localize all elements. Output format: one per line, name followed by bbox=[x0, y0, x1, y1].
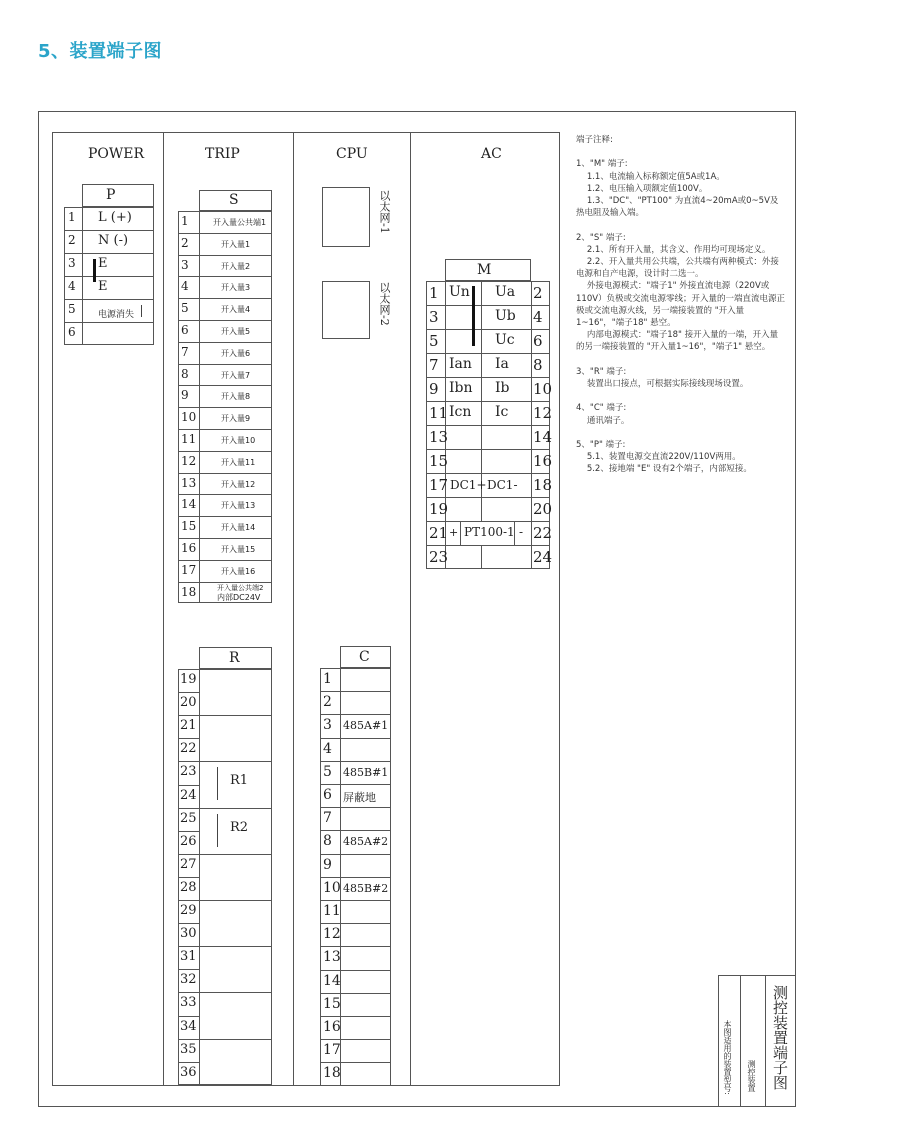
row-line bbox=[320, 807, 391, 808]
row-line bbox=[178, 1016, 199, 1017]
terminal-number: 4 bbox=[68, 279, 76, 293]
terminal-number: 5 bbox=[429, 332, 439, 350]
terminal-number: 3 bbox=[68, 256, 76, 270]
row-line bbox=[64, 322, 154, 323]
terminal-number: 16 bbox=[181, 541, 197, 555]
row-line bbox=[320, 714, 391, 715]
note-line bbox=[576, 390, 786, 402]
row-line bbox=[320, 877, 391, 878]
terminal-number: 13 bbox=[429, 428, 449, 446]
relay-label: R1 bbox=[230, 773, 249, 789]
terminal-number: 1 bbox=[181, 214, 189, 228]
terminal-number: 17 bbox=[323, 1042, 341, 1059]
row-line bbox=[426, 545, 550, 546]
terminal-label: Ian bbox=[449, 356, 472, 372]
row-line bbox=[426, 329, 550, 330]
terminal-label: 485A#1 bbox=[343, 719, 389, 733]
terminal-number: 15 bbox=[323, 995, 341, 1012]
terminal-number: 17 bbox=[181, 562, 197, 577]
row-line bbox=[178, 785, 199, 786]
note-line: 5.2、接地端 "E" 设有2个端子，内部短接。 bbox=[576, 464, 752, 475]
terminal-number: 8 bbox=[533, 356, 543, 374]
terminal-label: 开入量8 bbox=[221, 392, 251, 402]
terminal-number: 10 bbox=[533, 380, 553, 398]
note-line: 2.1、所有开入量，其含义、作用均可现场定义。 bbox=[576, 244, 771, 255]
terminal-label: DC1+ bbox=[450, 478, 487, 492]
note-line: 1.3、"DC"、"PT100" 为直流4~20mA或0~5V及热电阻及输入端。 bbox=[576, 196, 779, 219]
terminal-label: Un bbox=[449, 284, 470, 300]
terminal-number: 3 bbox=[429, 308, 439, 326]
row-line bbox=[178, 364, 272, 365]
row-line bbox=[320, 830, 391, 831]
row-line bbox=[178, 538, 272, 539]
row-line bbox=[178, 692, 199, 693]
terminal-number: 22 bbox=[533, 524, 553, 542]
row-line bbox=[320, 761, 391, 762]
row-line bbox=[320, 900, 391, 901]
row-line bbox=[426, 473, 550, 474]
terminal-label: 开入量12 bbox=[221, 479, 256, 489]
row-line bbox=[178, 233, 272, 234]
terminal-label: 开入量15 bbox=[221, 545, 256, 554]
row-line bbox=[178, 276, 272, 277]
terminal-number: 15 bbox=[429, 452, 449, 470]
row-line bbox=[320, 946, 391, 947]
terminal-number: 14 bbox=[323, 972, 341, 989]
terminal-label: 屏蔽地 bbox=[343, 791, 376, 804]
terminal-number: 1 bbox=[68, 210, 76, 224]
m-mid-divider bbox=[481, 425, 482, 449]
row-line bbox=[178, 831, 199, 832]
terminal-number: 20 bbox=[180, 695, 197, 711]
row-line bbox=[426, 521, 550, 522]
terminal-label: 485A#2 bbox=[343, 835, 389, 849]
terminal-number: 14 bbox=[181, 497, 197, 512]
terminal-label: 开入量6 bbox=[221, 348, 251, 358]
terminal-number: 5 bbox=[323, 763, 332, 780]
row-line bbox=[320, 1016, 391, 1017]
row-line bbox=[178, 342, 272, 343]
terminal-notes bbox=[576, 134, 786, 476]
title-block-model-label: 本图适用的装置型号: bbox=[723, 1020, 732, 1095]
terminal-label: E bbox=[98, 256, 108, 271]
row-line bbox=[320, 691, 391, 692]
row-line bbox=[426, 425, 550, 426]
terminal-label: 开入量公共端2 bbox=[217, 583, 264, 592]
row-line bbox=[178, 715, 272, 716]
row-line bbox=[178, 992, 272, 993]
row-line bbox=[64, 276, 154, 277]
relay-contact bbox=[217, 767, 218, 800]
terminal-number: 25 bbox=[180, 810, 197, 826]
terminal-number: 3 bbox=[181, 257, 189, 272]
terminal-number: 3 bbox=[323, 717, 332, 734]
m-mid-divider bbox=[481, 545, 482, 569]
terminal-label: 开入量3 bbox=[221, 283, 251, 293]
m-mid-divider bbox=[481, 497, 482, 521]
power-loss-contact bbox=[141, 305, 142, 317]
terminal-number: 6 bbox=[323, 787, 332, 803]
terminal-number: 13 bbox=[181, 475, 197, 490]
m-mid-divider bbox=[481, 281, 482, 305]
terminal-number: 19 bbox=[429, 500, 449, 518]
row-line bbox=[178, 494, 272, 495]
terminal-label: Uc bbox=[495, 332, 515, 348]
terminal-number: 12 bbox=[181, 453, 197, 468]
m-mid-divider bbox=[481, 329, 482, 353]
note-line bbox=[576, 427, 786, 439]
terminal-number: 9 bbox=[323, 856, 332, 873]
terminal-label: Ub bbox=[495, 308, 516, 324]
terminal-number: 23 bbox=[429, 548, 449, 566]
row-line bbox=[426, 401, 550, 402]
terminal-number: 18 bbox=[323, 1065, 341, 1082]
un-neutral-link bbox=[472, 286, 475, 346]
terminal-number: 6 bbox=[533, 332, 543, 350]
terminal-label: Ua bbox=[495, 284, 516, 300]
terminal-number: 2 bbox=[533, 284, 543, 302]
row-line bbox=[178, 298, 272, 299]
title-block-divider bbox=[765, 975, 766, 1107]
pt100-divider bbox=[460, 521, 461, 545]
page-heading: 5、装置端子图 bbox=[38, 41, 163, 62]
note-line: 4、"C" 端子: bbox=[576, 403, 627, 414]
row-line bbox=[178, 516, 272, 517]
terminal-number: 5 bbox=[68, 302, 76, 316]
row-line bbox=[178, 923, 199, 924]
terminal-number: 7 bbox=[429, 356, 439, 374]
r-header: R bbox=[229, 650, 240, 666]
relay-contact bbox=[217, 814, 218, 847]
terminal-number: 9 bbox=[181, 388, 189, 403]
row-line bbox=[64, 299, 154, 300]
column-divider bbox=[163, 132, 164, 1086]
e-short-link bbox=[93, 259, 96, 282]
terminal-number: 10 bbox=[181, 410, 197, 425]
terminal-number: 11 bbox=[181, 432, 197, 446]
p-header: P bbox=[106, 187, 116, 203]
power-title: POWER bbox=[88, 146, 145, 162]
terminal-number: 35 bbox=[180, 1041, 197, 1057]
row-line bbox=[320, 993, 391, 994]
note-line: 1、"M" 端子: bbox=[576, 159, 628, 170]
terminal-label: 开入量5 bbox=[221, 327, 251, 336]
terminal-number: 18 bbox=[181, 584, 197, 599]
terminal-number: 29 bbox=[180, 903, 197, 918]
row-line bbox=[178, 429, 272, 430]
row-line bbox=[178, 255, 272, 256]
terminal-number: 8 bbox=[181, 366, 189, 381]
terminal-number: 14 bbox=[533, 428, 553, 446]
terminal-number: 7 bbox=[323, 810, 332, 827]
row-line bbox=[426, 353, 550, 354]
m-mid-divider bbox=[481, 305, 482, 329]
row-line bbox=[178, 385, 272, 386]
trip-title: TRIP bbox=[205, 146, 240, 162]
terminal-label: PT100-1 bbox=[464, 525, 515, 539]
note-line: 端子注释: bbox=[576, 135, 613, 145]
row-line bbox=[178, 1039, 272, 1040]
terminal-number: 11 bbox=[429, 404, 449, 422]
terminal-number: 31 bbox=[180, 949, 197, 965]
terminal-number: 7 bbox=[181, 344, 189, 359]
terminal-label: 485B#2 bbox=[343, 881, 389, 895]
terminal-number: 8 bbox=[323, 833, 332, 850]
row-line bbox=[178, 560, 272, 561]
row-line bbox=[426, 377, 550, 378]
terminal-number: 17 bbox=[429, 476, 449, 494]
terminal-label: DC1- bbox=[487, 478, 518, 492]
row-line bbox=[64, 253, 154, 254]
row-line bbox=[320, 1039, 391, 1040]
row-line bbox=[178, 761, 272, 762]
row-line bbox=[178, 808, 272, 809]
title-block-device: 测控装置 bbox=[747, 1060, 756, 1092]
note-line: 1.2、电压输入项额定值100V。 bbox=[576, 183, 708, 194]
m-mid-divider bbox=[481, 401, 482, 425]
row-line bbox=[426, 449, 550, 450]
row-line bbox=[178, 407, 272, 408]
note-line: 内部电源模式："端子18" 接开入量的一端，开入量的另一端接装置的 "开入量1~16"，"端子1" 悬空。 bbox=[576, 330, 779, 353]
terminal-label: Ib bbox=[495, 380, 510, 396]
terminal-number: 9 bbox=[429, 380, 439, 398]
note-line: 外接电源模式："端子1" 外接直流电源（220V或110V）负极或交流电源零线；开入量的一端直流电源正极或交流电源火线，另一端接装置的 "开入量1~16"，"端子18" 悬空。 bbox=[576, 281, 786, 329]
m-mid-divider bbox=[481, 377, 482, 401]
terminal-number: 32 bbox=[180, 972, 197, 988]
terminal-label: 内部DC24V bbox=[217, 592, 261, 602]
terminal-label: 开入量9 bbox=[221, 414, 251, 424]
terminal-label: 开入量2 bbox=[221, 261, 251, 271]
row-line bbox=[178, 320, 272, 321]
row-line bbox=[178, 738, 199, 739]
terminal-number: 2 bbox=[181, 235, 189, 250]
terminal-number: 12 bbox=[323, 926, 341, 943]
terminal-label: Icn bbox=[449, 404, 472, 420]
terminal-label: Ia bbox=[495, 356, 509, 372]
terminal-number: 18 bbox=[533, 476, 553, 494]
terminal-label: 开入量16 bbox=[221, 566, 256, 576]
terminal-number: 21 bbox=[429, 524, 449, 542]
ethernet-label-2: 以太网-2 bbox=[378, 282, 391, 326]
row-line bbox=[178, 473, 272, 474]
note-line: 3、"R" 端子: bbox=[576, 366, 627, 377]
note-line: 1.1、电流输入标称额定值5A或1A。 bbox=[576, 171, 725, 182]
row-line bbox=[320, 923, 391, 924]
terminal-number: 2 bbox=[323, 694, 332, 711]
terminal-number: 28 bbox=[180, 879, 197, 895]
terminal-label: 开入量14 bbox=[221, 523, 256, 533]
terminal-number: 16 bbox=[323, 1019, 341, 1035]
terminal-number: 19 bbox=[180, 672, 197, 687]
terminal-label: E bbox=[98, 279, 108, 294]
row-line bbox=[178, 854, 272, 855]
m-mid-divider bbox=[481, 449, 482, 473]
terminal-label: Ibn bbox=[449, 380, 473, 396]
row-line bbox=[178, 877, 199, 878]
terminal-number: 6 bbox=[181, 323, 189, 337]
terminal-number: 6 bbox=[68, 325, 76, 339]
terminal-number: 21 bbox=[180, 718, 197, 734]
terminal-number: 27 bbox=[180, 856, 197, 872]
note-line: 2.2、开入量共用公共端，公共端有两种模式：外接电源和自产电源，设计时二选一。 bbox=[576, 257, 779, 280]
note-line bbox=[576, 354, 786, 366]
terminal-number: 12 bbox=[533, 404, 553, 422]
terminal-label: 电源消失 bbox=[98, 310, 135, 320]
terminal-number: 22 bbox=[180, 741, 197, 757]
terminal-number: 20 bbox=[533, 500, 553, 518]
title-block-drawing-name: 测控装置端子图 bbox=[771, 985, 789, 1090]
terminal-label: 开入量13 bbox=[221, 501, 256, 511]
terminal-number: 36 bbox=[180, 1064, 197, 1080]
terminal-number: 30 bbox=[180, 926, 197, 942]
terminal-label: 开入量1 bbox=[221, 239, 251, 249]
c-header: C bbox=[359, 649, 370, 665]
terminal-number: 1 bbox=[429, 284, 439, 302]
note-line bbox=[576, 146, 786, 158]
terminal-number: 1 bbox=[323, 671, 332, 687]
terminal-number: 15 bbox=[181, 519, 197, 534]
terminal-label: + bbox=[449, 526, 459, 539]
terminal-number: 24 bbox=[180, 787, 197, 803]
row-line bbox=[64, 230, 154, 231]
terminal-label: 485B#1 bbox=[343, 765, 389, 779]
terminal-label: 开入量7 bbox=[221, 370, 251, 380]
ac-title: AC bbox=[481, 146, 502, 162]
row-line bbox=[320, 854, 391, 855]
terminal-label: L (+) bbox=[98, 210, 132, 225]
ethernet-label-1: 以太网-1 bbox=[378, 190, 391, 234]
cpu-title: CPU bbox=[336, 146, 368, 162]
m-header: M bbox=[477, 262, 492, 278]
column-divider bbox=[410, 132, 411, 1086]
terminal-label: 开入量4 bbox=[221, 305, 251, 315]
note-line bbox=[576, 219, 786, 231]
terminal-label: Ic bbox=[495, 404, 509, 420]
column-divider bbox=[293, 132, 294, 1086]
terminal-number: 5 bbox=[181, 301, 189, 316]
row-line bbox=[320, 738, 391, 739]
terminal-number: 24 bbox=[533, 548, 553, 566]
note-line: 2、"S" 端子: bbox=[576, 232, 626, 243]
terminal-number: 11 bbox=[323, 903, 341, 919]
terminal-number: 2 bbox=[68, 233, 76, 247]
terminal-label: 开入量11 bbox=[221, 457, 256, 467]
note-line: 通讯端子。 bbox=[576, 415, 630, 426]
terminal-number: 4 bbox=[323, 740, 332, 757]
terminal-label: - bbox=[519, 525, 524, 539]
row-line bbox=[178, 1062, 199, 1063]
row-line bbox=[320, 970, 391, 971]
row-line bbox=[320, 1062, 391, 1063]
s-header: S bbox=[229, 192, 239, 208]
terminal-number: 33 bbox=[180, 995, 197, 1011]
r-num-divider bbox=[199, 669, 200, 1085]
note-line: 5、"P" 端子: bbox=[576, 440, 626, 451]
terminal-label: 开入量公共端1 bbox=[213, 218, 267, 227]
row-line bbox=[426, 497, 550, 498]
note-line: 5.1、装置电源交直流220V/110V两用。 bbox=[576, 452, 741, 463]
m-mid-divider bbox=[481, 353, 482, 377]
terminal-number: 23 bbox=[180, 764, 197, 780]
row-line bbox=[178, 969, 199, 970]
terminal-label: 开入量10 bbox=[221, 436, 256, 445]
title-block-divider bbox=[740, 975, 741, 1107]
row-line bbox=[178, 451, 272, 452]
row-line bbox=[320, 784, 391, 785]
row-line bbox=[178, 946, 272, 947]
terminal-label: N (-) bbox=[98, 233, 129, 248]
terminal-number: 10 bbox=[323, 879, 341, 896]
row-line bbox=[178, 900, 272, 901]
ethernet-port-1 bbox=[322, 187, 370, 247]
row-line bbox=[426, 305, 550, 306]
terminal-number: 16 bbox=[533, 452, 553, 470]
ethernet-port-2 bbox=[322, 281, 370, 339]
terminal-number: 4 bbox=[533, 308, 543, 326]
p-header-cell bbox=[82, 184, 154, 207]
terminal-number: 13 bbox=[323, 949, 341, 966]
terminal-number: 26 bbox=[180, 833, 197, 849]
terminal-number: 34 bbox=[180, 1018, 197, 1034]
terminal-number: 4 bbox=[181, 279, 189, 294]
note-line: 装置出口接点，可根据实际接线现场设置。 bbox=[576, 379, 749, 390]
relay-label: R2 bbox=[230, 819, 249, 835]
